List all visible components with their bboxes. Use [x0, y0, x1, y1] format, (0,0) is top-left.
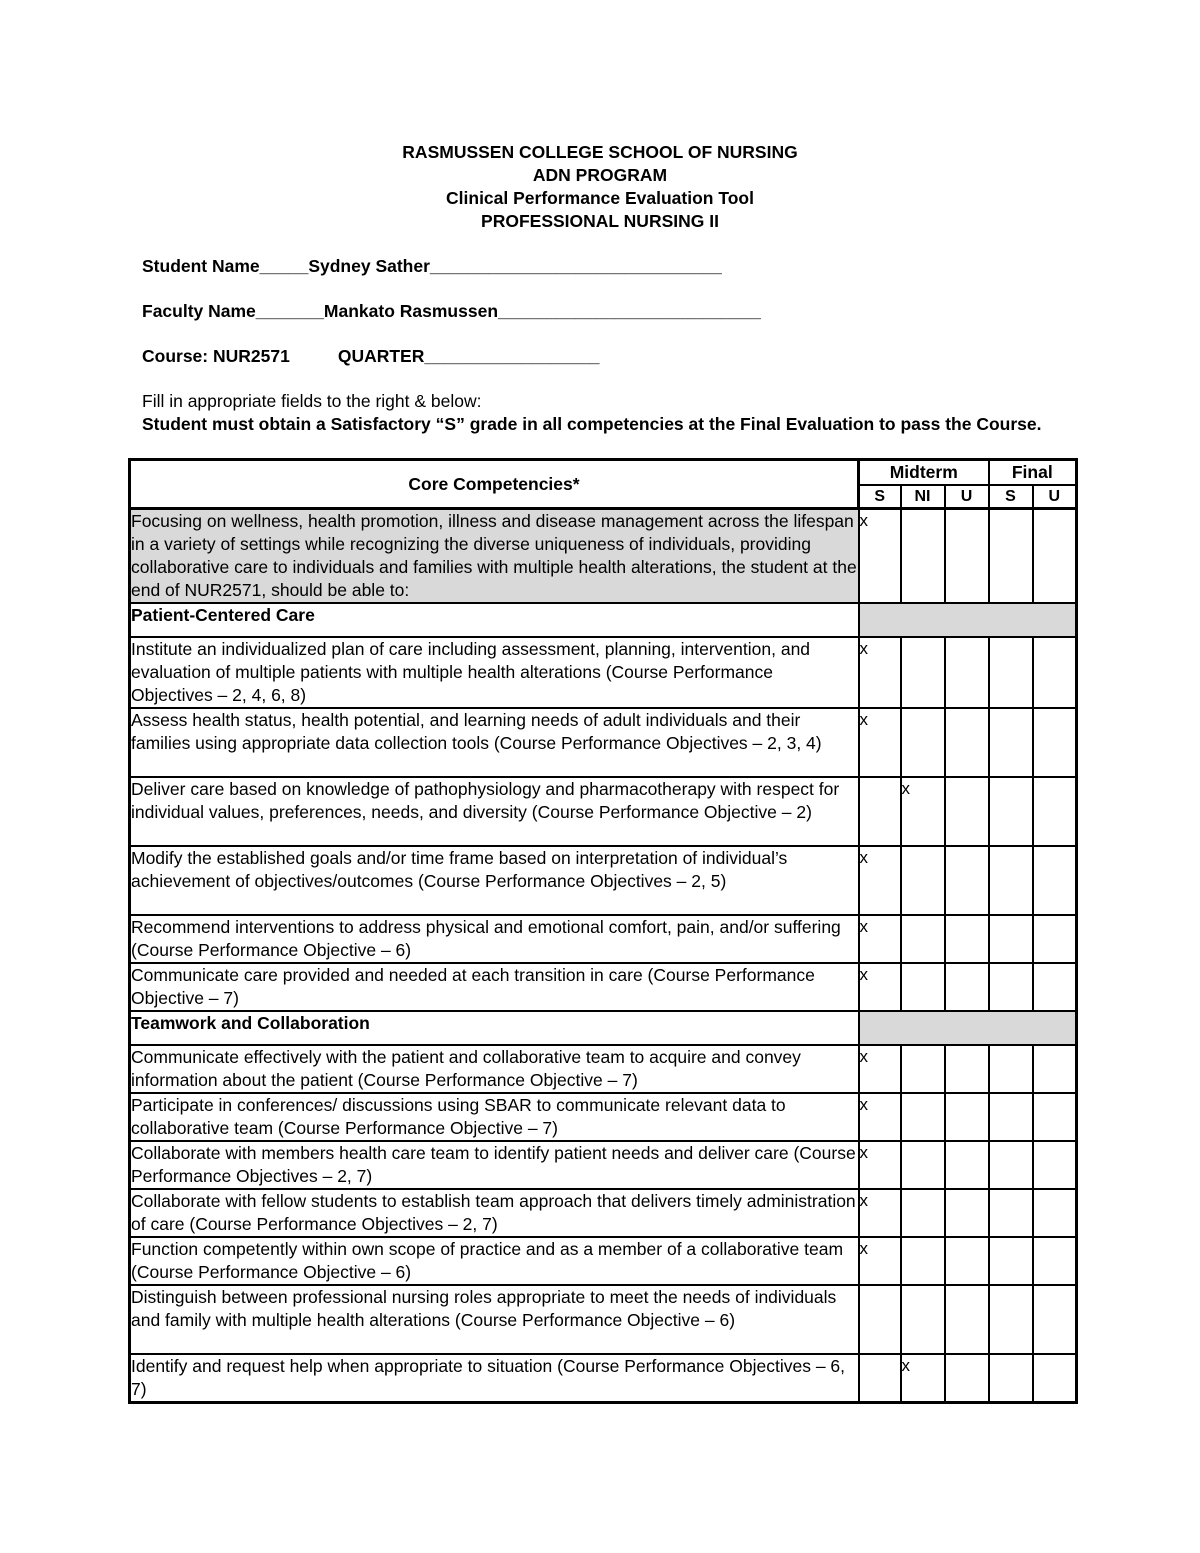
intro-row — [130, 509, 1077, 604]
section-title: Patient-Centered Care — [130, 603, 859, 637]
mark-cell[interactable] — [989, 777, 1033, 846]
mark-cell[interactable] — [989, 637, 1033, 708]
document-heading — [0, 141, 1200, 233]
midterm-s-header: S — [859, 485, 901, 508]
mark-cell[interactable] — [945, 915, 989, 963]
mark-cell[interactable] — [1033, 1285, 1077, 1354]
mark-cell[interactable]: x — [859, 1189, 901, 1237]
competency-text: Institute an individualized plan of care including assessment, planning, intervention, and evaluation of multiple patients with multiple health alterations (Course Performance Objectives – 2, 4, 6, 8) — [130, 637, 859, 708]
mark-cell[interactable] — [989, 509, 1033, 604]
mark-cell[interactable] — [989, 1093, 1033, 1141]
competency-text: Modify the established goals and/or time frame based on interpretation of individual’s achievement of objectives/outcomes (Course Performance Objectives – 2, 5) — [130, 846, 859, 915]
mark-cell[interactable] — [901, 963, 945, 1011]
student-name-underline: ______________________________ — [429, 256, 722, 276]
mark-cell[interactable] — [945, 777, 989, 846]
final-u-header: U — [1033, 485, 1077, 508]
mark-cell[interactable] — [859, 1354, 901, 1403]
mark-cell[interactable] — [901, 1093, 945, 1141]
competency-text: Participate in conferences/ discussions using SBAR to communicate relevant data to collaborative team (Course Performance Objective – 7) — [130, 1093, 859, 1141]
table-row — [130, 708, 1077, 777]
mark-cell[interactable]: x — [859, 1045, 901, 1093]
mark-cell[interactable] — [1033, 1093, 1077, 1141]
quarter-field: QUARTER__________________ — [337, 346, 600, 366]
table-row — [130, 1189, 1077, 1237]
mark-cell[interactable] — [989, 1237, 1033, 1285]
mark-cell[interactable]: x — [859, 915, 901, 963]
mark-cell[interactable] — [989, 963, 1033, 1011]
mark-cell[interactable] — [1033, 637, 1077, 708]
mark-cell[interactable] — [945, 509, 989, 604]
mark-cell[interactable] — [901, 708, 945, 777]
mark-cell[interactable]: x — [859, 1141, 901, 1189]
table-row — [130, 1354, 1077, 1403]
mark-cell[interactable] — [989, 1285, 1033, 1354]
final-header: Final — [989, 460, 1077, 486]
table-row — [130, 963, 1077, 1011]
mark-cell[interactable] — [901, 915, 945, 963]
instructions-line: Fill in appropriate fields to the right & below: — [142, 391, 482, 411]
competency-text: Identify and request help when appropriate to situation (Course Performance Objectives – 6, 7) — [130, 1354, 859, 1403]
competency-text: Function competently within own scope of practice and as a member of a collaborative team (Course Performance Objective – 6) — [130, 1237, 859, 1285]
mark-cell[interactable]: x — [859, 963, 901, 1011]
competency-text: Distinguish between professional nursing roles appropriate to meet the needs of individuals and family with multiple health alterations (Course Performance Objective – 6) — [130, 1285, 859, 1354]
student-name-label: Student Name_____ — [142, 256, 309, 276]
mark-cell[interactable] — [945, 1045, 989, 1093]
mark-cell[interactable] — [859, 777, 901, 846]
mark-cell[interactable] — [989, 1354, 1033, 1403]
mark-cell[interactable] — [945, 1285, 989, 1354]
mark-cell[interactable] — [901, 637, 945, 708]
midterm-ni-header: NI — [901, 485, 945, 508]
mark-cell[interactable]: x — [859, 509, 901, 604]
mark-cell[interactable] — [1033, 1189, 1077, 1237]
program-name: ADN PROGRAM — [532, 165, 668, 185]
mark-cell[interactable]: x — [901, 1354, 945, 1403]
mark-cell[interactable] — [989, 846, 1033, 915]
mark-cell[interactable] — [1033, 1354, 1077, 1403]
mark-cell[interactable] — [1033, 915, 1077, 963]
mark-cell[interactable] — [901, 1237, 945, 1285]
mark-cell[interactable] — [1033, 963, 1077, 1011]
mark-cell[interactable] — [945, 1237, 989, 1285]
mark-cell[interactable] — [945, 1189, 989, 1237]
mark-cell[interactable] — [901, 1285, 945, 1354]
table-row — [130, 1285, 1077, 1354]
mark-cell[interactable]: x — [859, 708, 901, 777]
faculty-name-value: Mankato Rasmussen — [323, 301, 499, 321]
mark-cell[interactable] — [989, 915, 1033, 963]
pass-requirement: Student must obtain a Satisfactory “S” grade in all competencies at the Final Evaluation to pass the Course. — [142, 414, 1042, 434]
mark-cell[interactable] — [1033, 777, 1077, 846]
mark-cell[interactable] — [1033, 846, 1077, 915]
table-row — [130, 1237, 1077, 1285]
mark-cell[interactable] — [989, 708, 1033, 777]
college-name: RASMUSSEN COLLEGE SCHOOL OF NURSING — [402, 142, 798, 162]
table-row — [130, 637, 1077, 708]
table-row — [130, 777, 1077, 846]
competency-text: Collaborate with fellow students to establish team approach that delivers timely administration of care (Course Performance Objectives – 2, 7) — [130, 1189, 859, 1237]
faculty-name-label: Faculty Name_______ — [142, 301, 324, 321]
mark-cell[interactable] — [1033, 708, 1077, 777]
competency-text: Collaborate with members health care team to identify patient needs and deliver care (Course Performance Objectives – 2, 7) — [130, 1141, 859, 1189]
competency-text: Deliver care based on knowledge of pathophysiology and pharmacotherapy with respect for individual values, preferences, needs, and diversity (Course Performance Objective – 2) — [130, 777, 859, 846]
section-row-patient-centered-care — [130, 603, 1077, 637]
competency-text: Communicate care provided and needed at each transition in care (Course Performance Objective – 7) — [130, 963, 859, 1011]
mark-cell[interactable] — [901, 509, 945, 604]
mark-cell[interactable]: x — [859, 1093, 901, 1141]
competency-text: Communicate effectively with the patient and collaborative team to acquire and convey information about the patient (Course Performance Objective – 7) — [130, 1045, 859, 1093]
section-row-teamwork-and-collaboration — [130, 1011, 1077, 1045]
mark-cell[interactable] — [1033, 509, 1077, 604]
mark-cell[interactable] — [989, 1189, 1033, 1237]
table-row — [130, 1093, 1077, 1141]
mark-cell[interactable]: x — [859, 1237, 901, 1285]
tool-name: Clinical Performance Evaluation Tool — [446, 188, 754, 208]
mark-cell[interactable] — [1033, 1141, 1077, 1189]
mark-cell[interactable] — [945, 1093, 989, 1141]
mark-cell[interactable]: x — [901, 777, 945, 846]
student-name-field — [142, 255, 722, 277]
mark-cell[interactable] — [1033, 1045, 1077, 1093]
table-row — [130, 846, 1077, 915]
section-fill — [859, 603, 1077, 637]
competency-text: Recommend interventions to address physical and emotional comfort, pain, and/or suffering (Course Performance Objective – 6) — [130, 915, 859, 963]
mark-cell[interactable] — [901, 1045, 945, 1093]
core-competencies-header: Core Competencies* — [130, 460, 859, 509]
midterm-u-header: U — [945, 485, 989, 508]
table-row — [130, 915, 1077, 963]
mark-cell[interactable]: x — [859, 637, 901, 708]
course-title: PROFESSIONAL NURSING II — [481, 211, 719, 231]
mark-cell[interactable]: x — [859, 846, 901, 915]
mark-cell[interactable] — [901, 1189, 945, 1237]
table-row — [130, 1141, 1077, 1189]
mark-cell[interactable] — [859, 1285, 901, 1354]
mark-cell[interactable] — [945, 846, 989, 915]
faculty-name-field — [142, 300, 761, 322]
section-title: Teamwork and Collaboration — [130, 1011, 859, 1045]
mark-cell[interactable] — [989, 1045, 1033, 1093]
mark-cell[interactable] — [901, 1141, 945, 1189]
faculty-name-underline: ___________________________ — [498, 301, 761, 321]
intro-text: Focusing on wellness, health promotion, illness and disease management across the lifespan in a variety of settings while recognizing the diverse uniqueness of individuals, providing collaborative care to individuals and families with multiple health alterations, the student at the end of NUR2571, should be able to: — [130, 509, 859, 604]
mark-cell[interactable] — [945, 1354, 989, 1403]
mark-cell[interactable] — [1033, 1237, 1077, 1285]
student-name-value: Sydney Sather — [308, 256, 430, 276]
final-s-header: S — [989, 485, 1033, 508]
mark-cell[interactable] — [945, 637, 989, 708]
competency-table — [128, 458, 1078, 1404]
mark-cell[interactable] — [945, 708, 989, 777]
mark-cell[interactable] — [901, 846, 945, 915]
table-row — [130, 1045, 1077, 1093]
instructions — [142, 390, 1072, 436]
competency-text: Assess health status, health potential, and learning needs of adult individuals and their families using appropriate data collection tools (Course Performance Objectives – 2, 3, 4) — [130, 708, 859, 777]
mark-cell[interactable] — [989, 1141, 1033, 1189]
section-fill — [859, 1011, 1077, 1045]
course-field — [142, 345, 600, 367]
mark-cell[interactable] — [945, 1141, 989, 1189]
course-code: Course: NUR2571 — [142, 346, 290, 366]
mark-cell[interactable] — [945, 963, 989, 1011]
midterm-header: Midterm — [859, 460, 989, 486]
